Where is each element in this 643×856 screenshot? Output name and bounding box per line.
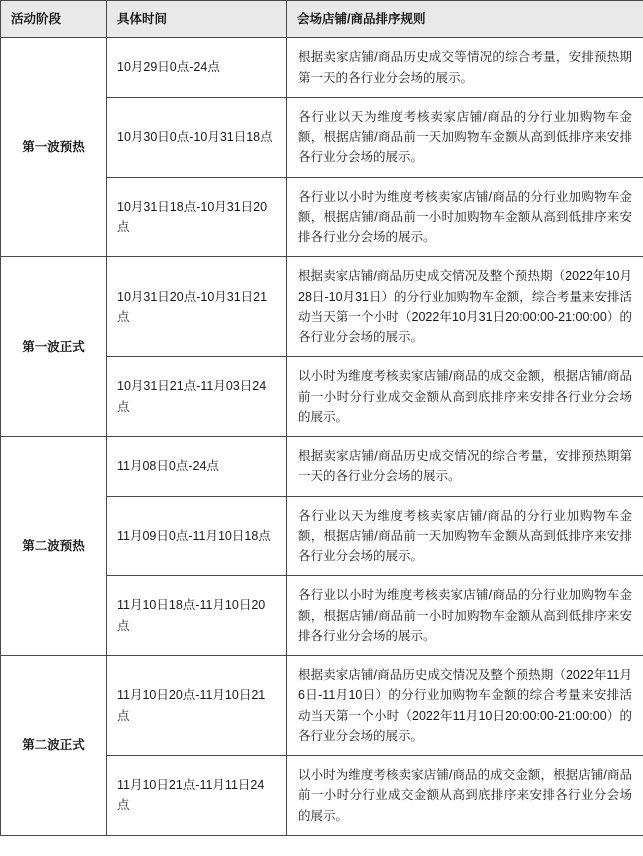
rule-cell: 根据卖家店铺/商品历史成交情况的综合考量，安排预热期第一天的各行业分会场的展示。 (287, 437, 643, 497)
column-header-rule: 会场店铺/商品排序规则 (287, 1, 643, 38)
rule-cell: 各行业以小时为维度考核卖家店铺/商品的分行业加购物车金额，根据店铺/商品前一小时加购物车金额从高到低排序来安排各行业分会场的展示。 (287, 576, 643, 656)
time-cell: 10月31日18点-10月31日20点 (107, 177, 287, 257)
time-cell: 11月10日20点-11月10日21点 (107, 656, 287, 756)
rule-cell: 以小时为维度考核卖家店铺/商品的成交金额，根据店铺/商品前一小时分行业成交金额从高到底排序来安排各行业分会场的展示。 (287, 357, 643, 437)
time-cell: 11月10日21点-11月11日24点 (107, 756, 287, 836)
table-row (1, 257, 643, 357)
time-cell: 11月10日18点-11月10日20点 (107, 576, 287, 656)
rule-cell: 各行业以小时为维度考核卖家店铺/商品的分行业加购物车金额，根据店铺/商品前一小时加购物车金额从高到低排序来安排各行业分会场的展示。 (287, 177, 643, 257)
time-cell: 10月31日21点-11月03日24点 (107, 357, 287, 437)
column-header-phase: 活动阶段 (1, 1, 107, 38)
phase-cell: 第二波预热 (1, 437, 107, 656)
rule-cell: 以小时为维度考核卖家店铺/商品的成交金额，根据店铺/商品前一小时分行业成交金额从高到底排序来安排各行业分会场的展示。 (287, 756, 643, 836)
rule-cell: 根据卖家店铺/商品历史成交等情况的综合考量，安排预热期第一天的各行业分会场的展示。 (287, 38, 643, 98)
phase-cell: 第一波正式 (1, 257, 107, 437)
phase-cell: 第一波预热 (1, 38, 107, 257)
time-cell: 11月08日0点-24点 (107, 437, 287, 497)
rule-cell: 各行业以天为维度考核卖家店铺/商品的分行业加购物车金额，根据店铺/商品前一天加购物车金额从高到低排序来安排各行业分会场的展示。 (287, 496, 643, 576)
phase-cell: 第二波正式 (1, 656, 107, 836)
table-body (1, 38, 643, 836)
time-cell: 10月31日20点-10月31日21点 (107, 257, 287, 357)
table-header-row (1, 1, 643, 38)
time-cell: 10月29日0点-24点 (107, 38, 287, 98)
rule-cell: 根据卖家店铺/商品历史成交情况及整个预热期（2022年10月28日-10月31日）的分行业加购物车金额，综合考量来安排活动当天第一个小时（2022年10月31日20:00:00-21:00:00）的各行业分会场的展示。 (287, 257, 643, 357)
table-row (1, 437, 643, 497)
table-header (1, 1, 643, 38)
column-header-time: 具体时间 (107, 1, 287, 38)
rule-cell: 各行业以天为维度考核卖家店铺/商品的分行业加购物车金额，根据店铺/商品前一天加购物车金额从高到低排序来安排各行业分会场的展示。 (287, 97, 643, 177)
time-cell: 10月30日0点-10月31日18点 (107, 97, 287, 177)
time-cell: 11月09日0点-11月10日18点 (107, 496, 287, 576)
rule-cell: 根据卖家店铺/商品历史成交情况及整个预热期（2022年11月6日-11月10日）的分行业加购物车金额的综合考量来安排活动当天第一个小时（2022年11月10日20:00:00-21:00:00）的各行业分会场的展示。 (287, 656, 643, 756)
table-row (1, 38, 643, 98)
table-row (1, 656, 643, 756)
